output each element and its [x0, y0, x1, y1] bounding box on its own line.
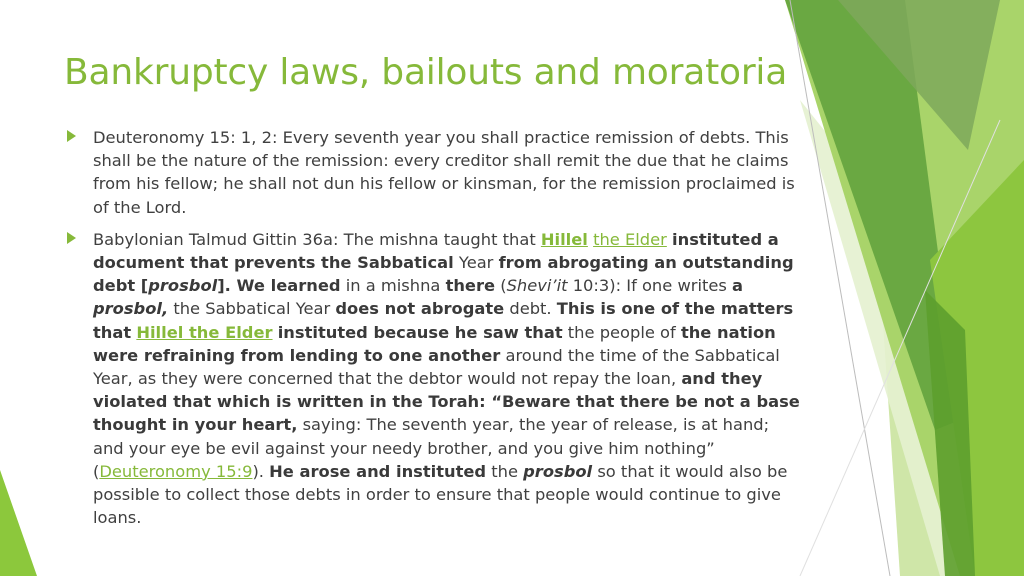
prosbol-term: prosbol: [148, 276, 218, 296]
bold-run: there: [445, 276, 496, 296]
text-run: (: [495, 276, 507, 296]
bold-run: from abrogating an outstanding debt [: [93, 253, 794, 296]
text-run: debt.: [504, 299, 557, 319]
bold-run: a: [732, 276, 744, 296]
bold-run: He arose and instituted: [269, 461, 487, 481]
triangle-right-icon: [67, 130, 76, 142]
text-run: ).: [252, 461, 270, 481]
list-item: [64, 126, 804, 219]
text-run: Year: [453, 253, 499, 273]
text-run: 10:3): If one writes: [567, 276, 733, 296]
slide-title: Bankruptcy laws, bailouts and moratoria: [64, 52, 788, 93]
bold-run: the nation were refraining from lending to one another: [93, 322, 776, 365]
text-run: the Sabbatical Year: [168, 299, 336, 319]
talmud-quote: [93, 228, 804, 530]
text-run: Babylonian Talmud Gittin 36a: The mishna taught that: [93, 229, 541, 249]
bold-run: instituted because he saw that: [277, 322, 563, 342]
deuteronomy-link[interactable]: Deuteronomy 15:9: [99, 461, 253, 481]
left-green-triangle: [0, 470, 37, 576]
the-elder-link[interactable]: the Elder: [593, 229, 667, 249]
text-run: around the time of the Sabbatical Year, as they were concerned that the debtor would not repay the loan,: [93, 345, 780, 389]
bold-run: This is one of the matters that: [93, 299, 794, 342]
bold-run: instituted a document that prevents the Sabbatical: [93, 229, 779, 273]
text-run: so that it would also be possible to collect those debts in order to ensure that people would continue to give loans.: [93, 461, 788, 528]
hillel-link[interactable]: Hillel: [540, 229, 588, 249]
hillel-the-elder-link[interactable]: Hillel the Elder: [136, 322, 273, 342]
bold-run: does not abrogate: [335, 299, 505, 319]
bullet-list: [64, 126, 804, 538]
bold-run: ]. We learned: [217, 276, 341, 296]
bold-run: and they violated that which is written in the Torah: “Beware that there be not a base thought in your heart,: [93, 369, 800, 435]
deuteronomy-quote: Deuteronomy 15: 1, 2: Every seventh year you shall practice remission of debts. This shall be the nature of the remission: every creditor shall remit the due that he claims from his fellow; he shall not dun his fellow or kinsman, for the remission proclaimed is of the Lord.: [93, 128, 795, 217]
text-run: saying: The seventh year, the year of release, is at hand; and your eye be evil against your needy brother, and you give him nothing” (: [93, 415, 770, 481]
shevi-it-term: Shevi’it: [506, 276, 568, 296]
text-run: the people of: [562, 322, 681, 342]
text-run: in a mishna: [340, 276, 446, 296]
prosbol-term: prosbol,: [93, 299, 169, 319]
list-item: [64, 228, 804, 530]
prosbol-term: prosbol: [523, 461, 593, 481]
text-run: the: [486, 461, 524, 481]
triangle-right-icon: [67, 232, 76, 244]
